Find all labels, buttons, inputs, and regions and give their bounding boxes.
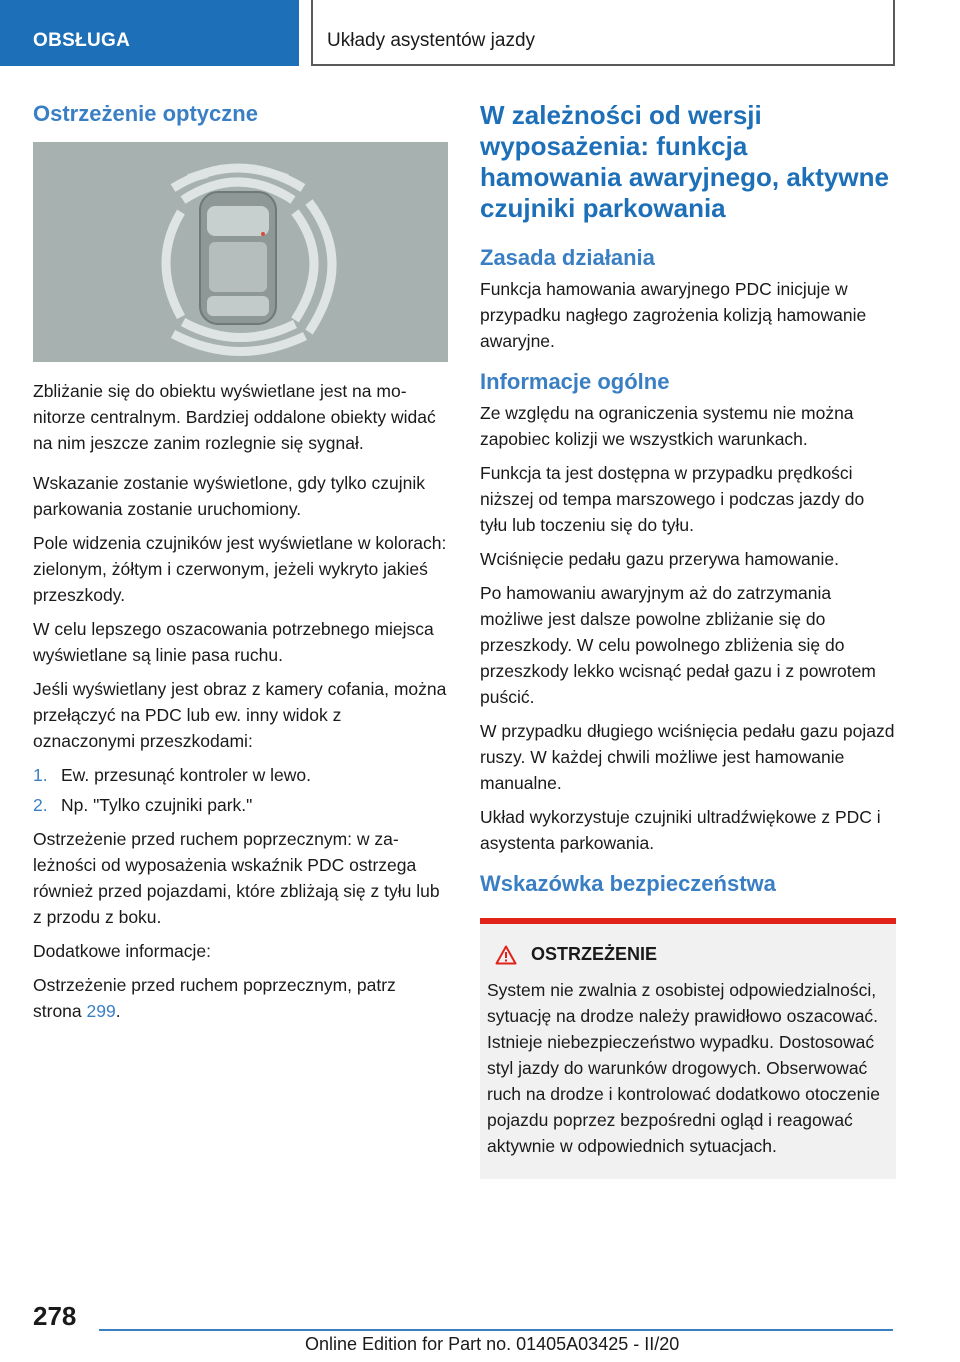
step-text: Ew. przesunąć kontroler w lewo. — [61, 765, 311, 785]
section-tab-label: OBSŁUGA — [33, 30, 131, 51]
step-number: 2. — [33, 795, 48, 815]
steps-list — [33, 762, 448, 818]
principle-paragraph: Funkcja hamowania awaryjnego PDC inicjuje w przypadku nagłego zagrożenia kolizją hamowanie awaryjne. — [480, 279, 867, 351]
general-info-paragraph-6: Układ wykorzystuje czujniki ultradźwiękowe z PDC i asystenta parkowania. — [480, 807, 881, 853]
section-heading-general-info: Informacje ogólne — [480, 369, 670, 394]
page-number: 278 — [33, 1301, 77, 1331]
reference-end: . — [115, 1001, 121, 1021]
main-heading-emergency-braking: W zależności od wersji wyposażenia: funkcja hamowania awaryjnego, aktywne czujniki parkowania — [480, 100, 889, 223]
optical-warning-paragraph-5: Jeśli wyświetlany jest obraz z kamery cofania, można przełączyć na PDC lub ew. inny widok z oznaczonymi przeszkodami: — [33, 679, 447, 751]
additional-info-label: Dodatkowe informacje: — [33, 941, 211, 961]
general-info-paragraph-2: Funkcja ta jest dostępna w przypadku prędkości niższej od tempa marszowego i podczas jazdy do tyłu lub toczeniu się do tyłu. — [480, 463, 865, 535]
section-tab[interactable] — [0, 0, 299, 66]
general-info-paragraph-3: Wciśnięcie pedału gazu przerywa hamowanie. — [480, 549, 839, 569]
chapter-title: Układy asystentów jazdy — [327, 30, 536, 51]
general-info-paragraph-1: Ze względu na ograniczenia systemu nie można zapobiec kolizji we wszystkich warunkach. — [480, 403, 854, 449]
list-item — [33, 762, 448, 788]
right-column — [480, 100, 896, 1179]
general-info-paragraph-4: Po hamowaniu awaryjnym aż do zatrzymania możliwe jest dalsze powolne zbliżanie się do przeszkody. W celu powolnego zbliżenia się do przeszkody lekko wcisnąć pedał gazu i z powrotem puścić. — [480, 583, 876, 707]
step-number: 1. — [33, 765, 48, 785]
cross-traffic-paragraph: Ostrzeżenie przed ruchem poprzecznym: w zależności od wyposażenia wskaźnik PDC ostrzega również przed pojazdami, które zbliżają się z tyłu lub z przodu z boku. — [33, 829, 440, 927]
warning-title: OSTRZEŻENIE — [531, 944, 658, 964]
left-column — [33, 100, 448, 1032]
parking-sensor-illustration — [33, 142, 448, 362]
parking-sensor-car-image — [33, 142, 448, 362]
section-heading-optical-warning: Ostrzeżenie optyczne — [33, 101, 258, 126]
warning-title-row — [487, 944, 888, 965]
page-reference-link[interactable]: 299 — [86, 1001, 116, 1021]
section-heading-principle: Zasada działania — [480, 245, 655, 270]
reference-text: Ostrzeżenie przed ruchem poprzecznym, patrz strona — [33, 975, 396, 1021]
step-text: Np. "Tylko czujniki park." — [61, 795, 253, 815]
general-info-paragraph-5: W przypadku długiego wciśnięcia pedału gazu pojazd ruszy. W każdej chwili możliwe jest hamowanie manualne. — [480, 721, 895, 793]
chapter-header — [311, 0, 895, 66]
footer-divider — [99, 1329, 893, 1331]
list-item — [33, 792, 448, 818]
optical-warning-paragraph-3: Pole widzenia czujników jest wyświetlane w kolorach: zielonym, żółtym i czerwonym, jeżeli wykryto jakieś przeszkody. — [33, 533, 447, 605]
section-heading-safety-note: Wskazówka bezpieczeństwa — [480, 871, 776, 896]
warning-text: System nie zwalnia z osobistej odpowiedzialności, sytuację na drodze należy prawidłowo oszacować. Istnieje niebezpieczeństwo wypadku. Dostosować styl jazdy do warunków drogowych. Obserwować ruch na drodze i kontrolować dodatkowo otoczenie pojazdu poprzez bezpośredni ogląd i reagować aktywnie w odpowiednich sytuacjach. — [487, 980, 881, 1156]
optical-warning-paragraph-4: W celu lepszego oszacowania potrzebnego miejsca wyświetlane są linie pasa ruchu. — [33, 619, 434, 665]
footer-edition: Online Edition for Part no. 01405A03425 - II/20 — [305, 1334, 680, 1354]
optical-warning-paragraph-1: Zbliżanie się do obiektu wyświetlane jest na monitorze centralnym. Bardziej oddalone obiekty widać na nim jeszcze zanim rozlegnie się sygnał. — [33, 381, 436, 453]
warning-box — [480, 918, 896, 1179]
optical-warning-paragraph-2: Wskazanie zostanie wyświetlone, gdy tylko czujnik parkowania zostanie uruchomiony. — [33, 473, 425, 519]
warning-triangle-icon — [495, 945, 517, 965]
cross-traffic-reference — [33, 972, 448, 1024]
